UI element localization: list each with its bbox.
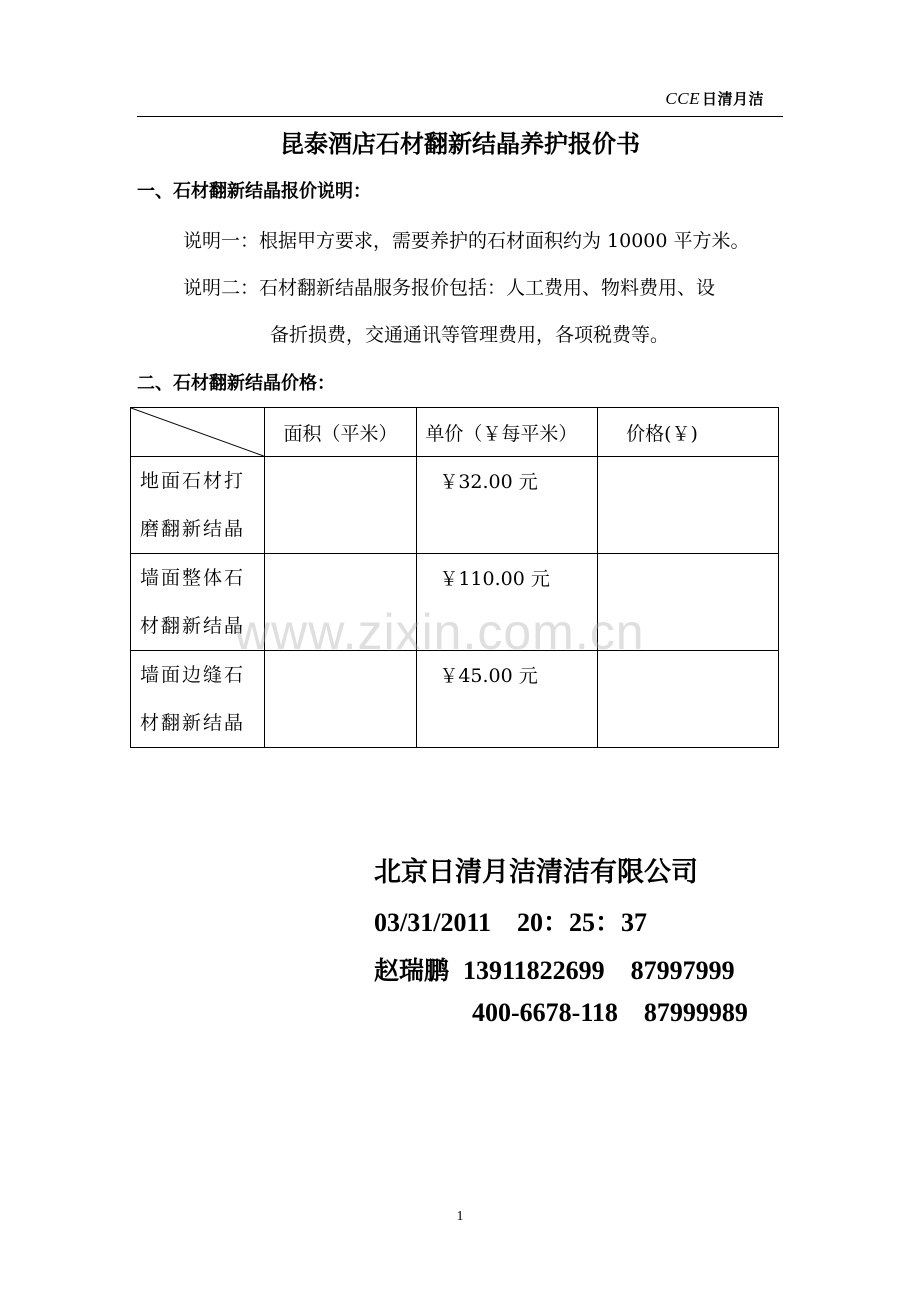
unit-price-cell: [417, 457, 598, 554]
item-name-line1: 地面石材打: [140, 470, 246, 492]
note-two-line-two: 备折损费，交通通讯等管理费用，各项税费等。: [270, 324, 670, 346]
item-cell: [131, 554, 265, 651]
table-row: [131, 554, 779, 651]
price-table: [130, 407, 779, 748]
company-name: 北京日清月洁清洁有限公司: [374, 857, 698, 888]
date: 03/31/2011: [374, 908, 492, 937]
item-cell: [131, 457, 265, 554]
header-price: 价格(￥): [598, 408, 779, 457]
item-cell: [131, 651, 265, 748]
unit-price-cell: [417, 554, 598, 651]
header-area: 面积（平米）: [264, 408, 417, 457]
phone-mobile: 13911822699: [463, 956, 605, 985]
header-brand-cjk: 日清月洁: [701, 90, 764, 108]
phone-hotline: 400-6678-118: [472, 998, 618, 1027]
unit-price-cell: [417, 651, 598, 748]
watermark: www.zixin.com.cn: [234, 604, 645, 660]
header-unit-price: 单价（￥每平米）: [417, 408, 598, 457]
section-heading-prices: 二、石材翻新结晶价格：: [137, 373, 335, 394]
timestamp: [374, 902, 647, 939]
item-name-line2: 磨翻新结晶: [140, 518, 246, 540]
page-number: 1: [456, 1209, 464, 1224]
area-cell: [264, 554, 417, 651]
price-cell: [598, 554, 779, 651]
price-cell: [598, 457, 779, 554]
header-brand: [665, 88, 764, 109]
note-one: 说明一：根据甲方要求，需要养护的石材面积约为 10000 平方米。: [183, 230, 750, 252]
table-row: [131, 457, 779, 554]
document-title: 昆泰酒店石材翻新结晶养护报价书: [280, 130, 640, 158]
diagonal-line: [131, 408, 264, 456]
area-cell: [264, 651, 417, 748]
contact-name: 赵瑞鹏: [374, 956, 450, 985]
note-two-line-one: 说明二：石材翻新结晶服务报价包括：人工费用、物料费用、设: [183, 277, 716, 299]
header-rule: [137, 116, 783, 117]
unit-price-value: ￥32.00 元: [439, 471, 538, 493]
section-heading-quote-notes: 一、石材翻新结晶报价说明：: [137, 181, 371, 202]
unit-price-value: ￥110.00 元: [439, 568, 550, 590]
item-name-line2: 材翻新结晶: [140, 615, 246, 637]
item-name-line1: 墙面边缝石: [140, 664, 246, 686]
item-name-line1: 墙面整体石: [140, 567, 246, 589]
diagonal-header-cell: [131, 408, 265, 457]
unit-price-value: ￥45.00 元: [439, 665, 538, 687]
price-cell: [598, 651, 779, 748]
header-brand-latin: CCE: [665, 89, 700, 108]
item-name-line2: 材翻新结晶: [140, 712, 246, 734]
phone-fax: 87999989: [643, 998, 748, 1027]
contact-line-one: [374, 951, 735, 987]
contact-line-two: [472, 998, 748, 1028]
time: 20：25：37: [517, 908, 648, 937]
phone-office: 87997999: [630, 956, 735, 985]
table-header-row: [131, 408, 779, 457]
area-cell: [264, 457, 417, 554]
table-row: [131, 651, 779, 748]
